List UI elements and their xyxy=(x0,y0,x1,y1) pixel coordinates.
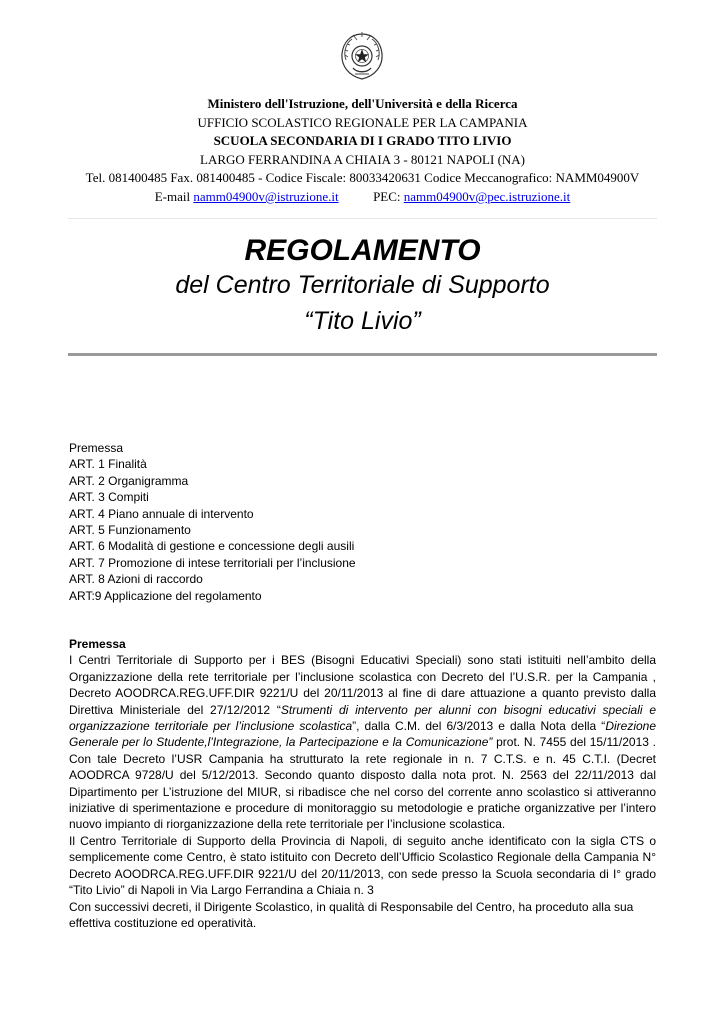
email-line xyxy=(40,188,685,207)
title-divider xyxy=(68,353,657,356)
paragraph-text: prot. N. 7455 del 15/11/2013 . Con tale Decreto l’USR Campania ha strutturato la rete regionale in n. 7 C.T.S. e n. 45 C.T.I. (Decret AOODRCA 9728/U del 5/12/2013. Secondo quanto disposto dalla nota prot. N. 2563 del 22/11/2013 dal Dipartimento per L’istruzione del MIUR, si ribadisce che nel corso del corrente anno scolastico si attiveranno iniziative di sperimentazione e procedure di monitoraggio su metodologie e pratiche organizzative per l’intero nuovo impianto di riorganizzazione della rete territoriale per l’inclusione scolastica. xyxy=(69,735,656,832)
paragraph-italic-text: Direzione Generale per lo Studente,l’Integrazione, la Partecipazione e la Comunicazione” xyxy=(69,719,657,750)
pec-label: PEC: xyxy=(373,188,401,204)
toc-item: ART:9 Applicazione del regolamento xyxy=(69,588,262,603)
toc-item: ART. 6 Modalità di gestione e concessione degli ausili xyxy=(69,539,355,554)
toc-item: ART. 3 Compiti xyxy=(69,490,149,505)
toc-item: ART. 4 Piano annuale di intervento xyxy=(69,506,254,521)
regional-office: UFFICIO SCOLASTICO REGIONALE PER LA CAMPANIA xyxy=(197,114,528,130)
toc-item: ART. 5 Funzionamento xyxy=(69,523,191,538)
ministry-name: Ministero dell'Istruzione, dell'Università e della Ricerca xyxy=(207,96,518,111)
document-subtitle-name: “Tito Livio” xyxy=(304,307,421,335)
school-name: SCUOLA SECONDARIA DI I GRADO TITO LIVIO xyxy=(213,133,512,149)
toc-item: ART. 1 Finalità xyxy=(69,457,147,472)
italian-republic-emblem-icon xyxy=(337,30,387,84)
school-address: LARGO FERRANDINA A CHIAIA 3 - 80121 NAPOLI (NA) xyxy=(200,151,525,167)
email-link[interactable]: namm04900v@istruzione.it xyxy=(193,188,339,204)
school-contacts: Tel. 081400485 Fax. 081400485 - Codice Fiscale: 80033420631 Codice Meccanografico: NAMM04900V xyxy=(85,170,640,186)
paragraph-text: ”, dalla C.M. del 6/3/2013 e dalla Nota della “ xyxy=(352,719,606,734)
toc-item: Premessa xyxy=(69,441,124,455)
toc-item: ART. 7 Promozione di intese territoriali per l’inclusione xyxy=(69,555,356,570)
section-heading: Premessa xyxy=(69,637,126,651)
document-title: REGOLAMENTO xyxy=(244,234,481,267)
paragraph-text: I Centri Territoriale di Supporto per i BES (Bisogni Educativi Speciali) sono stati istituiti nell’ambito della Organizzazione della rete territoriale per l’inclusione scolastica con Decreto del l’U.S.R. per la Campania , Decreto AOODRCA.REG.UFF.DIR 9221/U del 20/11/2013 al fine di dare attuazione a quanto previsto dalla Direttiva Ministeriale del 27/12/2012 “ xyxy=(69,653,656,717)
paragraph-italic-text: Strumenti di intervento per alunni con bisogni educativi speciali e organizzazione territoriale per l’inclusione scolastica xyxy=(69,702,656,734)
premessa-paragraph-1 xyxy=(69,652,656,832)
toc-item: ART. 2 Organigramma xyxy=(69,473,189,488)
school-letterhead xyxy=(40,95,685,207)
premessa-paragraph-2: Il Centro Territoriale di Supporto della Provincia di Napoli, di seguito anche identificato con la sigla CTS o semplicemente come Centro, è stato istituito con Decreto dell’Ufficio Scolastico Regionale della Campania N° Decreto AOODRCA.REG.UFF.DIR 9221/U del 20/11/2013, con sede presso la Scuola secondaria di I° grado “Tito Livio” di Napoli in Via Largo Ferrandina a Chiaia n. 3 xyxy=(69,833,656,898)
premessa-section xyxy=(69,636,656,931)
toc-item: ART. 8 Azioni di raccordo xyxy=(69,572,203,587)
document-subtitle: del Centro Territoriale di Supporto xyxy=(175,271,550,299)
header-divider xyxy=(68,218,657,219)
pec-link[interactable]: namm04900v@pec.istruzione.it xyxy=(403,188,571,204)
email-label: E-mail xyxy=(154,188,191,204)
premessa-paragraph-3: Con successivi decreti, il Dirigente Scolastico, in qualità di Responsabile del Centro, ha proceduto alla sua effettiva costituzione ed operatività. xyxy=(69,899,634,930)
table-of-contents xyxy=(69,440,669,604)
